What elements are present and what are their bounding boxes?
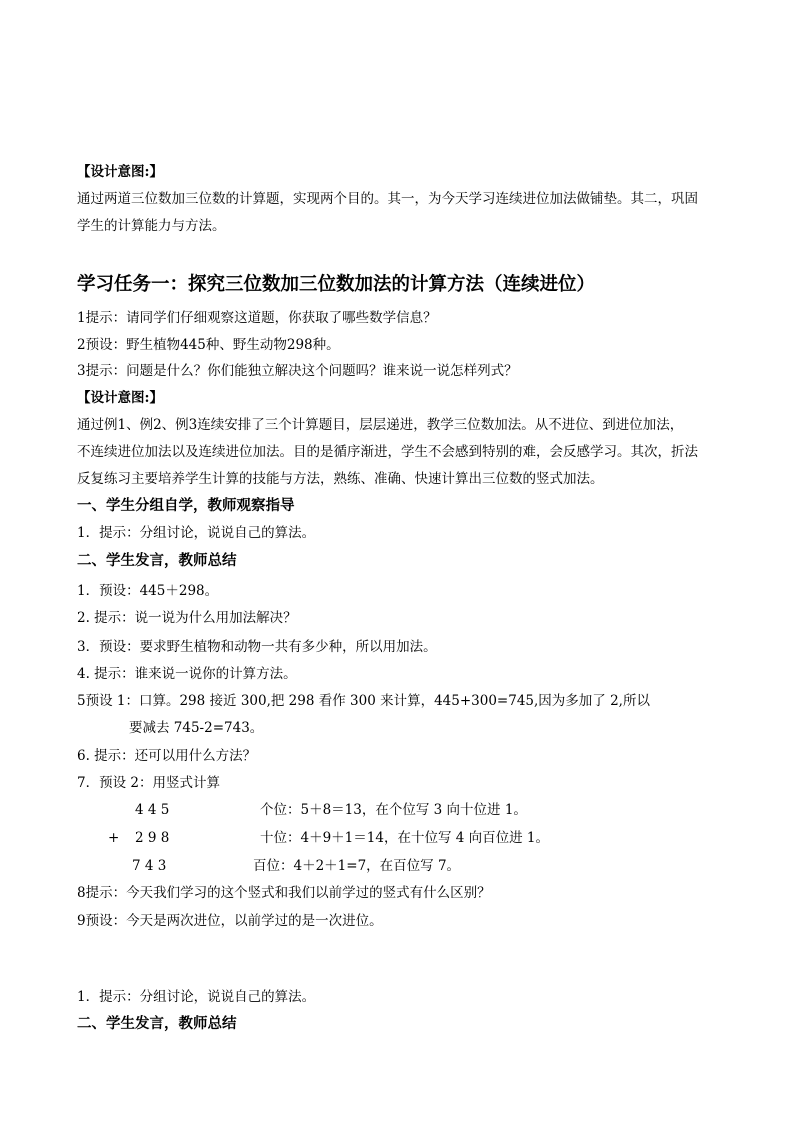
calc-row-1: 4 4 5 (135, 802, 170, 818)
calc-note-hundreds: 百位：4＋2＋1=7，在百位写 7。 (253, 858, 461, 874)
prompt-3: 3提示：问题是什么？你们能独立解决这个问题吗？谁来说一说怎样列式？ (77, 363, 518, 379)
section2-item-3: 3．预设：要求野生植物和动物一共有多少种，所以用加法。 (77, 639, 437, 655)
design-intent-text-2b: 不连续进位加法以及连续进位加法。目的是循序渐进，学生不会感到特别的难，会反感学习。其次，折法 (77, 444, 698, 460)
task-title: 学习任务一：探究三位数加三位数加法的计算方法（连续进位） (77, 274, 596, 295)
prompt-2: 2预设：野生植物445种、野生动物298种。 (77, 337, 340, 353)
design-intent-label-1: 【设计意图:】 (77, 164, 163, 180)
section2-item-7: 7．预设 2：用竖式计算 (77, 775, 220, 791)
prompt-9: 9预设：今天是两次进位，以前学过的是一次进位。 (77, 913, 383, 929)
prompt-8: 8提示：今天我们学习的这个竖式和我们以前学过的竖式有什么区别？ (77, 885, 491, 901)
calc-row-3: 7 4 3 (132, 858, 167, 874)
section2-item-2: 2. 提示：说一说为什么用加法解决？ (77, 610, 297, 626)
repeat-heading: 二、学生发言，教师总结 (77, 1015, 237, 1032)
calc-row-2: 2 9 8 (135, 830, 170, 846)
section2-item-4: 4. 提示：谁来说一说你的计算方法。 (77, 666, 297, 682)
design-intent-label-2: 【设计意图:】 (77, 390, 163, 406)
section2-item-5: 5预设 1：口算。298 接近 300,把 298 看作 300 来计算，445+300=745,因为多加了 2,所以 (77, 693, 650, 709)
prompt-1: 1提示：请同学们仔细观察这道题，你获取了哪些数学信息？ (77, 310, 437, 326)
section2-item-6: 6. 提示：还可以用什么方法？ (77, 748, 257, 764)
design-intent-text-2a: 通过例1、例2、例3连续安排了三个计算题目，层层递进，教学三位数加法。从不进位、到进位加法， (77, 417, 684, 433)
design-intent-text-2c: 反复练习主要培养学生计算的技能与方法，熟练、准确、快速计算出三位数的竖式加法。 (77, 471, 604, 487)
repeat-item: 1．提示：分组讨论，说说自己的算法。 (77, 989, 316, 1005)
section-heading-1: 一、学生分组自学，教师观察指导 (77, 497, 295, 514)
calc-note-tens: 十位：4＋9＋1＝14，在十位写 4 向百位进 1。 (260, 830, 549, 846)
design-intent-text-1b: 学生的计算能力与方法。 (77, 218, 226, 234)
calc-note-ones: 个位：5＋8＝13，在个位写 3 向十位进 1。 (260, 802, 527, 818)
section-heading-2: 二、学生发言，教师总结 (77, 552, 237, 569)
design-intent-text-1a: 通过两道三位数加三位数的计算题，实现两个目的。其一，为今天学习连续进位加法做铺垫。其二，巩固 (77, 191, 698, 207)
section1-item: 1．提示：分组讨论，说说自己的算法。 (77, 525, 316, 541)
section2-item-5-cont: 要减去 745-2=743。 (129, 720, 264, 736)
calc-plus-sign: + (108, 830, 120, 846)
section2-item-1: 1．预设：445＋298。 (77, 583, 219, 599)
